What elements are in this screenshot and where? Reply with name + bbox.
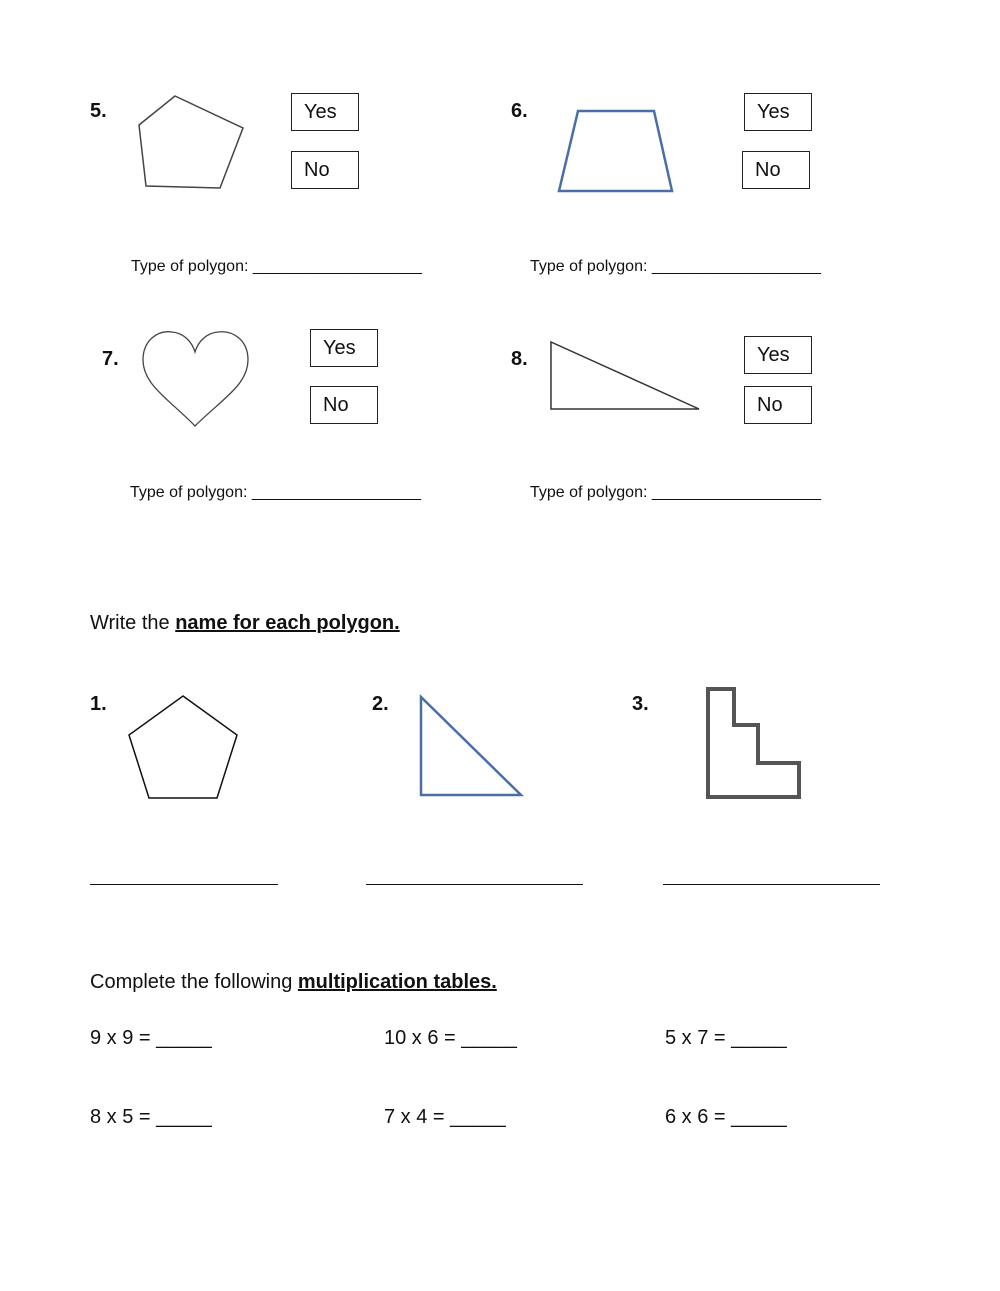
q6-yes-box[interactable]: Yes	[744, 93, 812, 131]
q5-no-box[interactable]: No	[291, 151, 359, 189]
multiplication-heading-bold: multiplication tables.	[297, 971, 497, 993]
name-answer-line-3[interactable]	[663, 884, 880, 885]
name-polygon-heading-prefix: Write the	[90, 612, 176, 634]
q7-no-box[interactable]: No	[310, 386, 378, 424]
q8-yes-box[interactable]: Yes	[744, 336, 812, 374]
multiplication-problem[interactable]: 10 x 6 = _____	[384, 1027, 517, 1049]
multiplication-problem[interactable]: 5 x 7 = _____	[665, 1027, 787, 1049]
q6-type-of-polygon[interactable]: Type of polygon: ___________________	[530, 258, 821, 275]
q6-no-box[interactable]: No	[742, 151, 810, 189]
name-answer-line-1[interactable]	[90, 884, 278, 885]
name-polygon-heading	[90, 612, 400, 635]
name-item-number-2: 2.	[372, 693, 389, 715]
q8-no-box[interactable]: No	[744, 386, 812, 424]
question-number-6: 6.	[511, 100, 528, 122]
q7-yes-box[interactable]: Yes	[310, 329, 378, 367]
question-number-8: 8.	[511, 348, 528, 370]
multiplication-problem[interactable]: 6 x 6 = _____	[665, 1106, 787, 1128]
name-polygon-heading-bold: name for each polygon.	[175, 612, 400, 634]
name-item-number-1: 1.	[90, 693, 107, 715]
q5-yes-box[interactable]: Yes	[291, 93, 359, 131]
multiplication-problem[interactable]: 9 x 9 = _____	[90, 1027, 212, 1049]
q8-type-of-polygon[interactable]: Type of polygon: ___________________	[530, 484, 821, 501]
q5-type-of-polygon[interactable]: Type of polygon: ___________________	[131, 258, 422, 275]
staircase-polygon-shape	[0, 0, 1, 1]
multiplication-heading-prefix: Complete the following	[90, 971, 298, 993]
name-answer-line-2[interactable]	[366, 884, 583, 885]
q7-type-of-polygon[interactable]: Type of polygon: ___________________	[130, 484, 421, 501]
name-item-number-3: 3.	[632, 693, 649, 715]
question-number-5: 5.	[90, 100, 107, 122]
multiplication-heading	[90, 971, 497, 994]
question-number-7: 7.	[102, 348, 119, 370]
multiplication-problem[interactable]: 8 x 5 = _____	[90, 1106, 212, 1128]
multiplication-problem[interactable]: 7 x 4 = _____	[384, 1106, 506, 1128]
